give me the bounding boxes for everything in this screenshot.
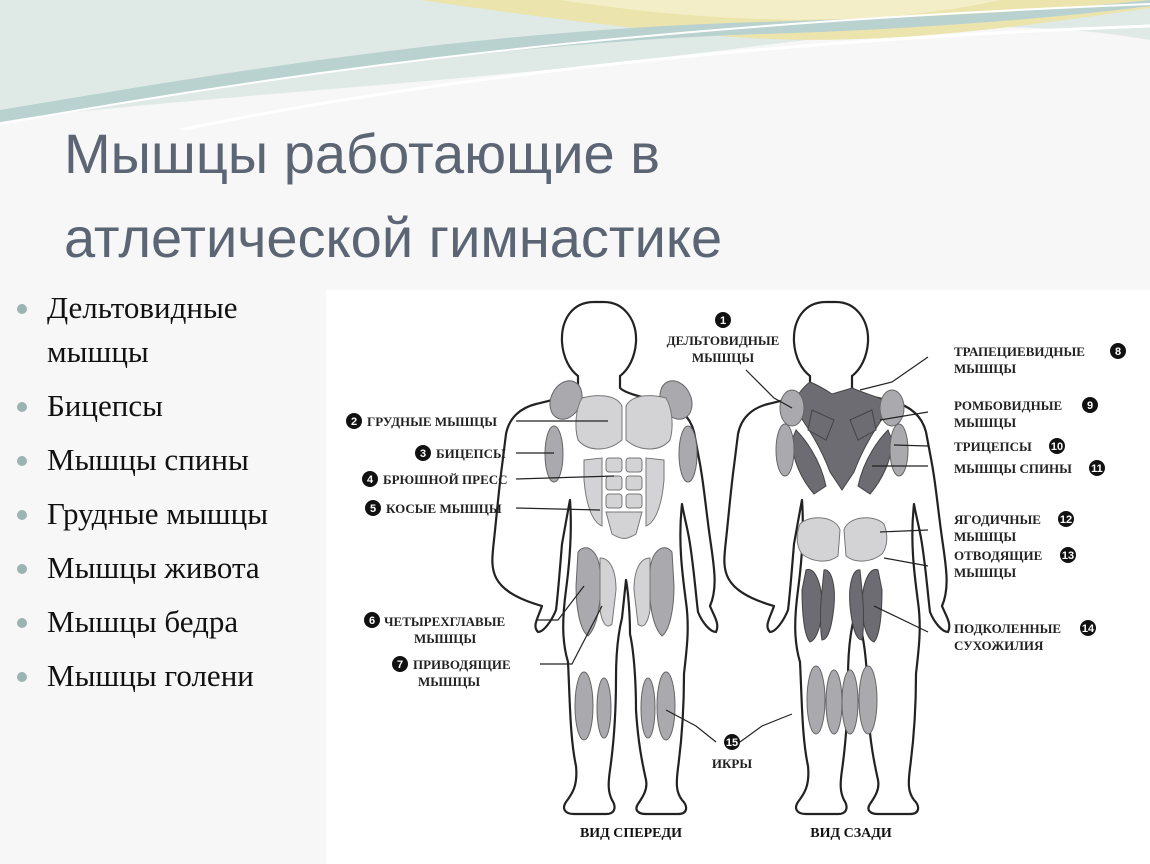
label-back-muscles	[954, 460, 1105, 476]
label-pectorals	[346, 413, 497, 429]
label-text: МЫШЦЫ	[954, 529, 1017, 544]
label-number: 13	[1061, 550, 1075, 562]
label-text: МЫШЦЫ	[691, 350, 755, 365]
bullet-item	[14, 286, 324, 374]
label-number: 11	[1091, 463, 1103, 475]
label-text: ЧЕТЫРЕХГЛАВЫЕ	[384, 614, 506, 629]
label-number: 15	[725, 737, 739, 749]
front-view-caption: ВИД СПЕРЕДИ	[579, 826, 683, 841]
label-rhomboids	[954, 397, 1098, 430]
bullet-dot	[17, 564, 27, 574]
label-number: 5	[369, 503, 377, 515]
bullet-text: Мышцы спины	[47, 442, 249, 477]
header-wave-decoration	[0, 0, 1150, 130]
label-text: КОСЫЕ МЫШЦЫ	[386, 501, 502, 516]
slide-title: Мышцы работающие в атлетической гимнастике	[64, 122, 723, 269]
label-number: 14	[1081, 623, 1095, 635]
label-number: 8	[1114, 346, 1122, 358]
label-number: 12	[1059, 514, 1073, 526]
label-text: МЫШЦЫ	[414, 631, 477, 646]
label-text: ТРАПЕЦИЕВИДНЫЕ	[954, 344, 1085, 359]
label-text: ТРИЦЕПСЫ	[954, 439, 1032, 454]
bullet-text: Мышцы живота	[47, 550, 260, 585]
label-quadriceps	[364, 612, 505, 646]
label-abdominals	[362, 471, 508, 487]
label-number: 2	[350, 416, 358, 428]
back-figure	[724, 302, 949, 814]
label-abductors	[954, 547, 1076, 580]
label-number: 6	[368, 615, 376, 627]
label-number: 4	[366, 474, 374, 486]
label-text: ЯГОДИЧНЫЕ	[954, 512, 1041, 527]
label-obliques	[365, 500, 502, 516]
label-number: 3	[419, 448, 427, 460]
label-text: ГРУДНЫЕ МЫШЦЫ	[367, 414, 498, 429]
label-deltoids	[667, 312, 780, 365]
bullet-text: Дельтовидные мышцы	[47, 290, 238, 369]
front-figure	[492, 302, 717, 814]
label-biceps	[415, 445, 506, 461]
bullet-item	[14, 600, 324, 644]
bullet-dot	[17, 618, 27, 628]
label-text: ПОДКОЛЕННЫЕ	[954, 621, 1062, 636]
bullet-text: Мышцы голени	[47, 658, 254, 693]
bullet-item	[14, 384, 324, 428]
label-number: 9	[1086, 400, 1094, 412]
label-text: МЫШЦЫ	[954, 415, 1017, 430]
muscle-diagram	[326, 290, 1150, 864]
label-text: МЫШЦЫ	[954, 565, 1017, 580]
back-view-caption: ВИД СЗАДИ	[810, 826, 892, 841]
label-calves	[712, 734, 752, 771]
label-triceps	[954, 438, 1065, 454]
bullet-dot	[17, 402, 27, 412]
bullet-text: Мышцы бедра	[47, 604, 239, 639]
bullet-dot	[17, 510, 27, 520]
label-glutes	[954, 511, 1074, 544]
bullet-item	[14, 546, 324, 590]
label-number: 7	[396, 659, 404, 671]
bullet-dot	[17, 672, 27, 682]
label-text: МЫШЦЫ СПИНЫ	[954, 461, 1072, 476]
label-hamstrings	[954, 620, 1096, 653]
bullet-text: Бицепсы	[47, 388, 163, 423]
label-text: МЫШЦЫ	[954, 361, 1017, 376]
bullet-dot	[17, 304, 27, 314]
bullet-text: Грудные мышцы	[47, 496, 269, 531]
label-adductors	[392, 656, 511, 689]
bullet-item	[14, 654, 324, 698]
label-text: ИКРЫ	[711, 756, 753, 771]
label-trapezius	[954, 343, 1126, 376]
label-text: СУХОЖИЛИЯ	[954, 638, 1044, 653]
label-text: ПРИВОДЯЩИЕ	[413, 657, 511, 672]
label-text: РОМБОВИДНЫЕ	[954, 398, 1063, 413]
bullet-list	[14, 286, 324, 708]
label-text: ОТВОДЯЩИЕ	[954, 548, 1043, 563]
label-number: 10	[1050, 441, 1064, 453]
label-text: БИЦЕПСЫ	[436, 446, 506, 461]
label-text: ДЕЛЬТОВИДНЫЕ	[666, 333, 780, 348]
label-text: МЫШЦЫ	[418, 674, 481, 689]
label-number: 1	[719, 315, 727, 327]
bullet-item	[14, 492, 324, 536]
muscle-diagram-panel	[326, 290, 1150, 864]
label-text: БРЮШНОЙ ПРЕСС	[383, 472, 508, 487]
bullet-item	[14, 438, 324, 482]
bullet-dot	[17, 456, 27, 466]
